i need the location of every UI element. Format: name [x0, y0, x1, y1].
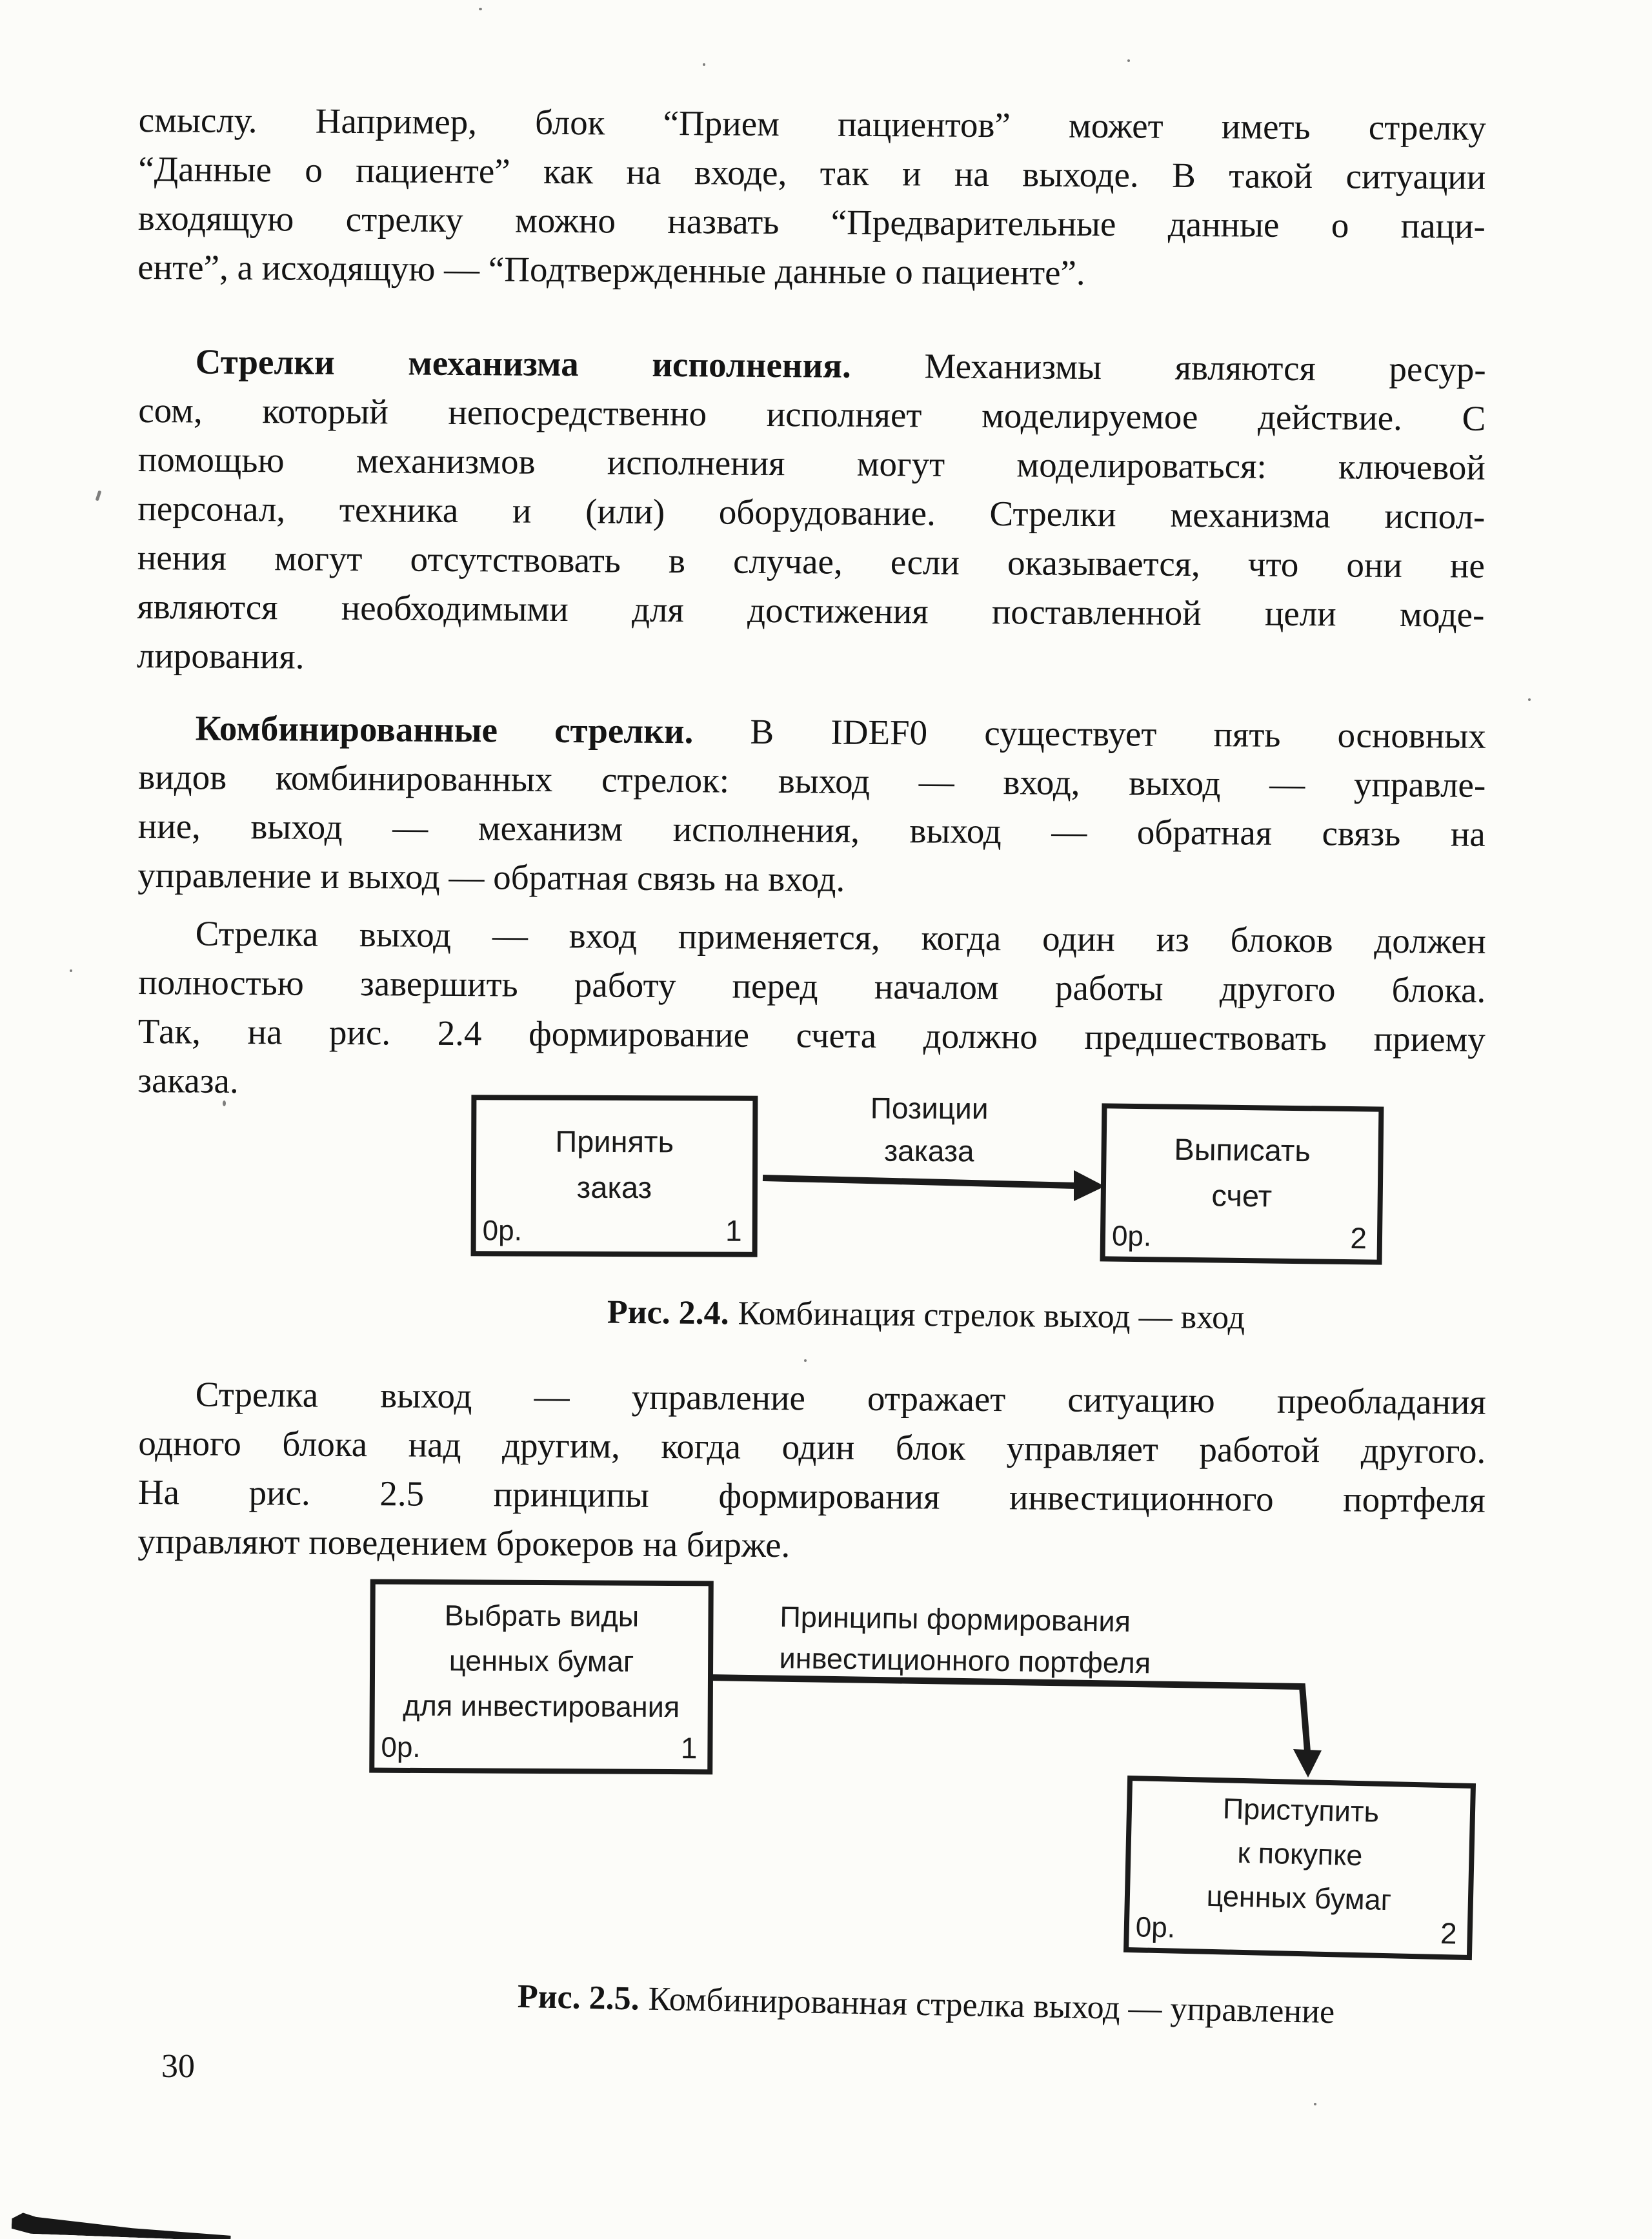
- scan-smudge: [12, 2213, 232, 2239]
- cost-label: 0р.: [1135, 1911, 1176, 1944]
- activity-box-select-securities: [369, 1579, 714, 1775]
- text-line: “Данные о пациенте” как на входе, так и на выходе. В такой ситуации: [138, 148, 1486, 197]
- activity-box-issue-invoice: [1100, 1103, 1384, 1264]
- text-line: смыслу. Например, блок “Прием пациентов” может иметь стрелку: [138, 99, 1486, 148]
- arrow-label-portfolio-principles: Принципы формирования инвестиционного портфеля: [779, 1600, 1151, 1680]
- figure-caption-text: Комбинация стрелок выход — вход: [738, 1295, 1245, 1337]
- scan-speck: [1528, 698, 1531, 701]
- figure-caption-text: Комбинированная стрелка выход — управление: [648, 1980, 1335, 2031]
- body-paragraph: [137, 337, 1486, 689]
- activity-box-title: Выбрать виды ценных бумаг для инвестирования: [403, 1599, 680, 1724]
- arrow-label-order-items: Позиции заказа: [870, 1091, 989, 1168]
- text-line: персонал, техника и (или) оборудование. Стрелки механизма испол-: [137, 488, 1486, 536]
- node-number: 2: [1440, 1916, 1458, 1950]
- scan-speck: [804, 1359, 807, 1362]
- figure-caption-label: Рис. 2.4.: [607, 1293, 729, 1332]
- text-line: управляют поведением брокеров на бирже.: [137, 1521, 791, 1565]
- page-number: 30: [161, 2047, 196, 2085]
- text-line: видов комбинированных стрелок: выход — вход, выход — управле-: [138, 756, 1486, 805]
- figure-2-4-caption: [271, 1290, 1581, 1340]
- cost-label: 0р.: [381, 1731, 421, 1764]
- scan-speck: [1127, 59, 1130, 62]
- fig25-arrow-line: [708, 1677, 1307, 1752]
- scan-speck: [1314, 2103, 1316, 2105]
- node-number: 1: [725, 1213, 742, 1248]
- text-line: входящую стрелку можно назвать “Предварительные данные о паци-: [137, 198, 1486, 246]
- text-line: управление и выход — обратная связь на вход.: [137, 855, 845, 899]
- text-line: полностью завершить работу перед началом работы другого блока.: [138, 962, 1486, 1010]
- activity-box-title: Выписать счет: [1174, 1131, 1311, 1213]
- scan-speck: [70, 969, 72, 972]
- scan-speck: [479, 8, 482, 10]
- text-line: енте”, а исходящую — “Подтвержденные данные о пациенте”.: [137, 247, 1085, 292]
- text-line: Стрелка выход — управление отражает ситуацию преобладания: [195, 1374, 1486, 1422]
- text-line: ние, выход — механизм исполнения, выход — обратная связь на: [137, 805, 1486, 854]
- figure-caption-label: Рис. 2.5.: [517, 1978, 640, 2018]
- text-line: являются необходимыми для достижения поставленной цели моде-: [137, 586, 1485, 634]
- text-line: Стрелка выход — вход применяется, когда один из блоков должен: [195, 913, 1486, 961]
- text-line: одного блока над другим, когда один блок управляет работой другого.: [138, 1423, 1486, 1471]
- cost-label: 0р.: [1111, 1220, 1152, 1253]
- scan-speck: [703, 63, 705, 66]
- fig25-arrowhead: [1293, 1749, 1322, 1778]
- figure-2-5-caption: [271, 1973, 1582, 2036]
- activity-box-title: Приступить к покупке ценных бумаг: [1206, 1792, 1392, 1917]
- text-line: нения могут отсутствовать в случае, если оказывается, что они не: [137, 537, 1486, 585]
- scan-speck: [223, 1100, 226, 1106]
- node-number: 1: [680, 1731, 698, 1765]
- body-paragraph: [137, 909, 1486, 1113]
- text-line: сом, который непосредственно исполняет моделируемое действие. С: [138, 390, 1486, 438]
- text-line: На рис. 2.5 принципы формирования инвестиционного портфеля: [137, 1472, 1486, 1520]
- text-line: Комбинированные стрелки. В IDEF0 существует пять основных: [195, 708, 1486, 756]
- cost-label: 0р.: [482, 1215, 522, 1247]
- fig24-arrow-line: [763, 1178, 1076, 1186]
- activity-box-start-buying: [1123, 1776, 1476, 1960]
- body-paragraph: [137, 1370, 1486, 1574]
- body-paragraph: [137, 704, 1486, 908]
- text-line: Стрелки механизма исполнения. Механизмы являются ресур-: [195, 341, 1486, 389]
- activity-box-title: Принять заказ: [555, 1124, 674, 1205]
- text-line: заказа.: [137, 1060, 239, 1100]
- node-number: 2: [1350, 1221, 1367, 1255]
- text-line: лирования.: [136, 635, 305, 676]
- text-line: помощью механизмов исполнения могут моделироваться: ключевой: [137, 439, 1486, 487]
- activity-box-accept-order: [471, 1095, 758, 1257]
- text-line: Так, на рис. 2.4 формирование счета должно предшествовать приему: [137, 1011, 1486, 1059]
- body-paragraph: [137, 96, 1486, 300]
- scan-speck: [96, 491, 102, 501]
